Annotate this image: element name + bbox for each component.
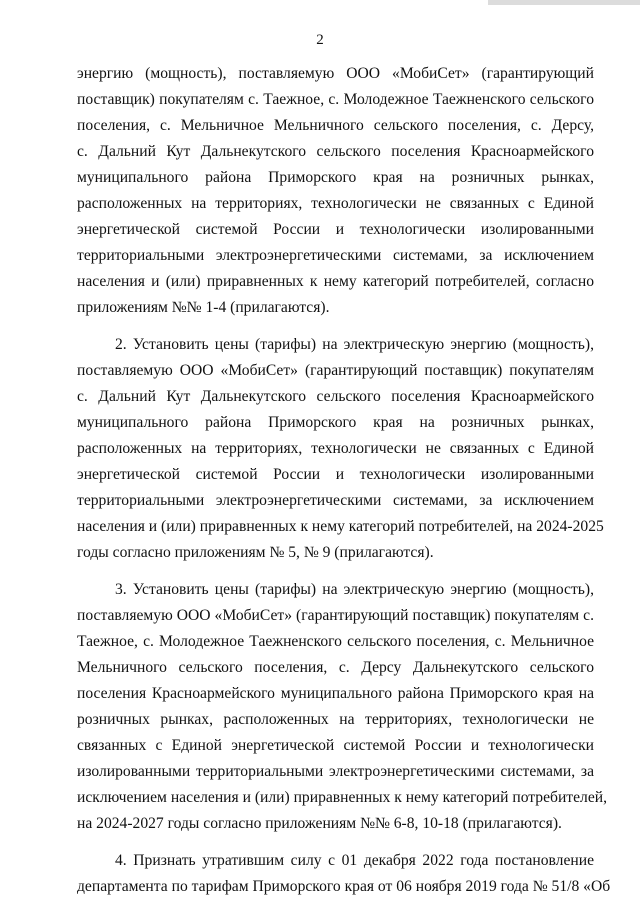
text-line: 4. Признать утратившим силу с 01 декабря 2022 года постановление xyxy=(115,852,594,869)
text-line: поселения, с. Мельничное Мельничного сельского поселения, с. Дерсу, xyxy=(77,117,594,134)
paragraph-spacer xyxy=(77,566,594,577)
paragraph-item-3 xyxy=(77,577,607,837)
text-line: на 2024-2027 годы согласно приложениям №№ 6-8, 10-18 (прилагаются). xyxy=(77,815,562,832)
text-line: поселения Красноармейского муниципального района Приморского края на xyxy=(77,685,594,702)
text-line: расположенных на территориях, технологически не связанных с Единой xyxy=(77,440,594,457)
page-top-edge-shadow xyxy=(488,0,640,5)
text-line: энергетической системой России и технологически изолированными xyxy=(77,221,594,238)
text-line: связанных с Единой энергетической системой России и технологически xyxy=(77,737,594,754)
text-line: энергию (мощность), поставляемую ООО «МобиСет» (гарантирующий xyxy=(77,65,594,82)
document-body xyxy=(77,61,611,900)
paragraph-spacer xyxy=(77,837,594,848)
text-line: приложениям №№ 1-4 (прилагаются). xyxy=(77,299,330,316)
text-line: поставляемую ООО «МобиСет» (гарантирующий поставщик) покупателям с. xyxy=(77,607,594,624)
text-line: населения и (или) приравненных к нему категорий потребителей, согласно xyxy=(77,273,594,290)
text-line: Таежное, с. Молодежное Таежненского сельского поселения, с. Мельничное xyxy=(77,633,594,650)
paragraph-item-2 xyxy=(77,332,604,566)
text-line: расположенных на территориях, технологически не связанных с Единой xyxy=(77,195,594,212)
page-number: 2 xyxy=(316,32,324,48)
text-line: населения и (или) приравненных к нему категорий потребителей, на 2024-2025 xyxy=(77,518,604,535)
text-line: поставщик) покупателям с. Таежное, с. Молодежное Таежненского сельского xyxy=(77,91,594,108)
text-line: 3. Установить цены (тарифы) на электрическую энергию (мощность), xyxy=(115,581,594,598)
paragraph-spacer xyxy=(77,321,594,332)
text-line: с. Дальний Кут Дальнекутского сельского поселения Красноармейского xyxy=(77,143,594,160)
text-line: исключением населения и (или) приравненных к нему категорий потребителей, xyxy=(77,789,607,806)
text-line: энергетической системой России и технологически изолированными xyxy=(77,466,594,483)
text-line: муниципального района Приморского края на розничных рынках, xyxy=(77,414,594,431)
text-line: с. Дальний Кут Дальнекутского сельского поселения Красноармейского xyxy=(77,388,594,405)
text-line: розничных рынках, расположенных на территориях, технологически не xyxy=(77,711,594,728)
text-line: Мельничного сельского поселения, с. Дерсу Дальнекутского сельского xyxy=(77,659,594,676)
text-line: 2. Установить цены (тарифы) на электрическую энергию (мощность), xyxy=(115,336,594,353)
text-line: изолированными территориальными электроэнергетическими системами, за xyxy=(77,763,594,780)
text-line: годы согласно приложениям № 5, № 9 (прилагаются). xyxy=(77,544,434,561)
text-line: поставляемую ООО «МобиСет» (гарантирующий поставщик) покупателям xyxy=(77,362,594,379)
paragraph-1-continuation xyxy=(77,61,594,321)
text-line: территориальными электроэнергетическими системами, за исключением xyxy=(77,492,594,509)
text-line: муниципального района Приморского края на розничных рынках, xyxy=(77,169,594,186)
text-line: департамента по тарифам Приморского края от 06 ноября 2019 года № 51/8 «Об xyxy=(77,878,611,895)
paragraph-item-4 xyxy=(77,848,611,900)
text-line: территориальными электроэнергетическими системами, за исключением xyxy=(77,247,594,264)
